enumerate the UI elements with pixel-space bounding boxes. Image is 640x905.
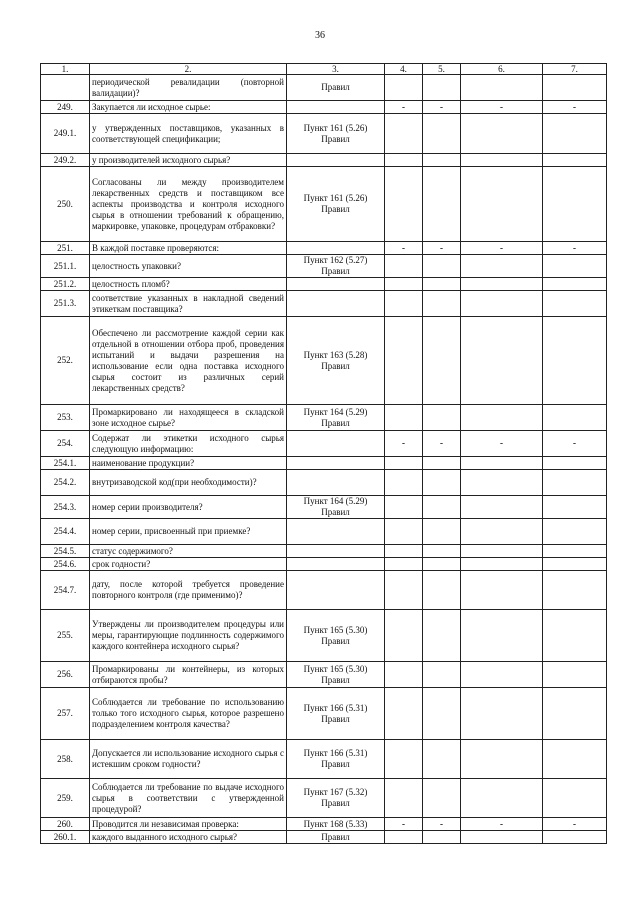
answer-cell [461, 818, 543, 831]
column-header: 6. [461, 64, 543, 75]
item-number: 254.3. [41, 496, 90, 519]
dash-mark: - [500, 101, 503, 112]
answer-cell [423, 519, 461, 545]
rule-reference: Пункт 167 (5.32) Правил [287, 779, 385, 818]
item-number: 251.1. [41, 255, 90, 278]
question-text: внутризаводской код(при необходимости)? [90, 470, 287, 496]
table-row [41, 470, 607, 496]
answer-cell [423, 114, 461, 154]
answer-cell [461, 167, 543, 242]
table-row [41, 405, 607, 431]
dash-mark: - [402, 101, 405, 112]
answer-cell [385, 662, 423, 688]
table-row [41, 818, 607, 831]
answer-cell [423, 291, 461, 317]
answer-cell [385, 255, 423, 278]
question-text: статус содержимого? [90, 545, 287, 558]
column-header: 5. [423, 64, 461, 75]
dash-mark: - [500, 818, 503, 829]
table-row [41, 255, 607, 278]
item-number: 254.6. [41, 558, 90, 571]
answer-cell [461, 571, 543, 610]
item-number: 254.2. [41, 470, 90, 496]
question-text: номер серии производителя? [90, 496, 287, 519]
answer-cell [461, 519, 543, 545]
answer-cell [461, 114, 543, 154]
answer-cell [423, 317, 461, 405]
answer-cell [543, 278, 607, 291]
answer-cell [543, 779, 607, 818]
dash-mark: - [573, 242, 576, 253]
column-header: 7. [543, 64, 607, 75]
table-row [41, 545, 607, 558]
answer-cell [423, 242, 461, 255]
answer-cell [385, 167, 423, 242]
answer-cell [461, 688, 543, 740]
answer-cell [543, 571, 607, 610]
question-text: Соблюдается ли требование по использованию только того исходного сырья, которое разрешено подразделением контроля качества? [90, 688, 287, 740]
item-number [41, 75, 90, 101]
dash-mark: - [440, 818, 443, 829]
dash-mark: - [440, 438, 443, 448]
dash-mark: - [402, 242, 405, 253]
item-number: 255. [41, 610, 90, 662]
answer-cell [385, 457, 423, 470]
item-number: 250. [41, 167, 90, 242]
answer-cell [461, 101, 543, 114]
answer-cell [461, 545, 543, 558]
dash-mark: - [500, 438, 503, 448]
answer-cell [423, 545, 461, 558]
answer-cell [385, 558, 423, 571]
answer-cell [543, 662, 607, 688]
answer-cell [461, 457, 543, 470]
answer-cell [461, 558, 543, 571]
table-row [41, 688, 607, 740]
question-text: у производителей исходного сырья? [90, 154, 287, 167]
item-number: 251. [41, 242, 90, 255]
answer-cell [423, 470, 461, 496]
answer-cell [385, 519, 423, 545]
answer-cell [543, 818, 607, 831]
answer-cell [385, 114, 423, 154]
item-number: 253. [41, 405, 90, 431]
answer-cell [385, 291, 423, 317]
answer-cell [461, 317, 543, 405]
rule-reference [287, 457, 385, 470]
answer-cell [423, 101, 461, 114]
page-number: 36 [315, 30, 325, 41]
answer-cell [543, 167, 607, 242]
table-row [41, 431, 607, 457]
answer-cell [385, 317, 423, 405]
question-text: целостность пломб? [90, 278, 287, 291]
dash-mark: - [402, 818, 405, 829]
item-number: 254. [41, 431, 90, 457]
table-row [41, 101, 607, 114]
answer-cell [461, 662, 543, 688]
answer-cell [385, 688, 423, 740]
table-row [41, 571, 607, 610]
answer-cell [543, 545, 607, 558]
answer-cell [461, 291, 543, 317]
table-row [41, 610, 607, 662]
question-text: Обеспечено ли рассмотрение каждой серии как отдельной в отношении отбора проб, проведения испытаний и выдачи разрешения на использование если одна поставка исходного сырья состоит из различных серий лекарственных средств? [90, 317, 287, 405]
item-number: 252. [41, 317, 90, 405]
table-row [41, 740, 607, 779]
table-row [41, 114, 607, 154]
answer-cell [423, 779, 461, 818]
answer-cell [543, 114, 607, 154]
answer-cell [461, 610, 543, 662]
item-number: 254.7. [41, 571, 90, 610]
question-text: дату, после которой требуется проведение повторного контроля (где применимо)? [90, 571, 287, 610]
answer-cell [543, 75, 607, 101]
item-number: 260. [41, 818, 90, 831]
answer-cell [461, 154, 543, 167]
rule-reference [287, 278, 385, 291]
answer-cell [461, 496, 543, 519]
column-header: 3. [287, 64, 385, 75]
answer-cell [543, 291, 607, 317]
table-row [41, 457, 607, 470]
rule-reference: Правил [287, 831, 385, 844]
answer-cell [385, 545, 423, 558]
answer-cell [385, 431, 423, 457]
answer-cell [385, 740, 423, 779]
answer-cell [423, 405, 461, 431]
rule-reference: Пункт 161 (5.26) Правил [287, 167, 385, 242]
dash-mark: - [573, 818, 576, 829]
table-header-row [41, 64, 607, 75]
answer-cell [423, 457, 461, 470]
answer-cell [423, 662, 461, 688]
rule-reference [287, 571, 385, 610]
answer-cell [423, 688, 461, 740]
item-number: 254.1. [41, 457, 90, 470]
question-text: Содержат ли этикетки исходного сырья следующую информацию: [90, 431, 287, 457]
table-row [41, 662, 607, 688]
question-text: Проводится ли независимая проверка: [90, 818, 287, 831]
answer-cell [543, 470, 607, 496]
dash-mark: - [500, 242, 503, 253]
table-row [41, 278, 607, 291]
rule-reference: Правил [287, 75, 385, 101]
table-row [41, 558, 607, 571]
rule-reference [287, 154, 385, 167]
rule-reference: Пункт 165 (5.30) Правил [287, 610, 385, 662]
item-number: 251.3. [41, 291, 90, 317]
item-number: 256. [41, 662, 90, 688]
column-header: 1. [41, 64, 90, 75]
answer-cell [461, 470, 543, 496]
table-row [41, 75, 607, 101]
question-text: каждого выданного исходного сырья? [90, 831, 287, 844]
question-text: Соблюдается ли требование по выдаче исходного сырья в соответствии с утвержденной процедурой? [90, 779, 287, 818]
answer-cell [543, 154, 607, 167]
dash-mark: - [573, 101, 576, 112]
item-number: 254.5. [41, 545, 90, 558]
question-text: номер серии, присвоенный при приемке? [90, 519, 287, 545]
answer-cell [543, 558, 607, 571]
answer-cell [543, 688, 607, 740]
answer-cell [385, 101, 423, 114]
rule-reference [287, 470, 385, 496]
rule-reference: Пункт 161 (5.26) Правил [287, 114, 385, 154]
answer-cell [423, 610, 461, 662]
answer-cell [385, 242, 423, 255]
answer-cell [423, 558, 461, 571]
answer-cell [385, 831, 423, 844]
answer-cell [461, 75, 543, 101]
checklist-table [40, 63, 607, 844]
question-text: В каждой поставке проверяются: [90, 242, 287, 255]
item-number: 254.4. [41, 519, 90, 545]
answer-cell [423, 278, 461, 291]
answer-cell [385, 154, 423, 167]
answer-cell [461, 405, 543, 431]
answer-cell [543, 431, 607, 457]
answer-cell [385, 405, 423, 431]
answer-cell [543, 101, 607, 114]
rule-reference: Пункт 168 (5.33) [287, 818, 385, 831]
question-text: Промаркировано ли находящееся в складской зоне исходное сырье? [90, 405, 287, 431]
item-number: 251.2. [41, 278, 90, 291]
answer-cell [543, 519, 607, 545]
answer-cell [543, 496, 607, 519]
table-row [41, 831, 607, 844]
rule-reference [287, 431, 385, 457]
rule-reference: Пункт 166 (5.31) Правил [287, 740, 385, 779]
dash-mark: - [573, 438, 576, 448]
answer-cell [385, 818, 423, 831]
answer-cell [461, 255, 543, 278]
column-header: 4. [385, 64, 423, 75]
item-number: 260.1. [41, 831, 90, 844]
rule-reference: Пункт 162 (5.27) Правил [287, 255, 385, 278]
answer-cell [461, 779, 543, 818]
column-header: 2. [90, 64, 287, 75]
answer-cell [423, 740, 461, 779]
item-number: 249.2. [41, 154, 90, 167]
answer-cell [385, 571, 423, 610]
answer-cell [543, 610, 607, 662]
item-number: 259. [41, 779, 90, 818]
answer-cell [423, 255, 461, 278]
rule-reference [287, 291, 385, 317]
answer-cell [543, 405, 607, 431]
answer-cell [543, 255, 607, 278]
rule-reference: Пункт 165 (5.30) Правил [287, 662, 385, 688]
table-row [41, 519, 607, 545]
question-text: периодической ревалидации (повторной валидации)? [90, 75, 287, 101]
rule-reference [287, 545, 385, 558]
answer-cell [423, 496, 461, 519]
answer-cell [461, 431, 543, 457]
question-text: Закупается ли исходное сырье: [90, 101, 287, 114]
table-row [41, 242, 607, 255]
answer-cell [385, 779, 423, 818]
dash-mark: - [440, 101, 443, 112]
answer-cell [423, 75, 461, 101]
answer-cell [423, 154, 461, 167]
table-row [41, 496, 607, 519]
rule-reference: Пункт 164 (5.29) Правил [287, 496, 385, 519]
item-number: 258. [41, 740, 90, 779]
question-text: Допускается ли использование исходного сырья с истекшим сроком годности? [90, 740, 287, 779]
item-number: 249. [41, 101, 90, 114]
question-text: Промаркированы ли контейнеры, из которых отбираются пробы? [90, 662, 287, 688]
answer-cell [385, 278, 423, 291]
answer-cell [543, 242, 607, 255]
question-text: соответствие указанных в накладной сведений этикеткам поставщика? [90, 291, 287, 317]
rule-reference: Пункт 163 (5.28) Правил [287, 317, 385, 405]
answer-cell [461, 242, 543, 255]
rule-reference [287, 558, 385, 571]
table-row [41, 167, 607, 242]
question-text: целостность упаковки? [90, 255, 287, 278]
answer-cell [423, 571, 461, 610]
item-number: 257. [41, 688, 90, 740]
question-text: срок годности? [90, 558, 287, 571]
rule-reference [287, 519, 385, 545]
table-row [41, 291, 607, 317]
rule-reference: Пункт 164 (5.29) Правил [287, 405, 385, 431]
answer-cell [461, 740, 543, 779]
rule-reference: Пункт 166 (5.31) Правил [287, 688, 385, 740]
answer-cell [423, 167, 461, 242]
answer-cell [461, 831, 543, 844]
question-text: Согласованы ли между производителем лекарственных средств и поставщиком все аспекты производства и контроля исходного сырья в отношении требований к обращению, маркировке, упаковке, процедурам отбраковки? [90, 167, 287, 242]
dash-mark: - [402, 438, 405, 448]
answer-cell [423, 818, 461, 831]
answer-cell [543, 831, 607, 844]
answer-cell [423, 831, 461, 844]
answer-cell [543, 317, 607, 405]
answer-cell [543, 740, 607, 779]
answer-cell [385, 610, 423, 662]
answer-cell [423, 431, 461, 457]
dash-mark: - [440, 242, 443, 253]
table-row [41, 779, 607, 818]
table-row [41, 317, 607, 405]
answer-cell [461, 278, 543, 291]
table-row [41, 154, 607, 167]
item-number: 249.1. [41, 114, 90, 154]
rule-reference [287, 242, 385, 255]
rule-reference [287, 101, 385, 114]
question-text: Утверждены ли производителем процедуры или меры, гарантирующие подлинность содержимого каждого контейнера исходного сырья? [90, 610, 287, 662]
question-text: у утвержденных поставщиков, указанных в соответствующей спецификации; [90, 114, 287, 154]
question-text: наименование продукции? [90, 457, 287, 470]
answer-cell [543, 457, 607, 470]
answer-cell [385, 470, 423, 496]
answer-cell [385, 496, 423, 519]
answer-cell [385, 75, 423, 101]
